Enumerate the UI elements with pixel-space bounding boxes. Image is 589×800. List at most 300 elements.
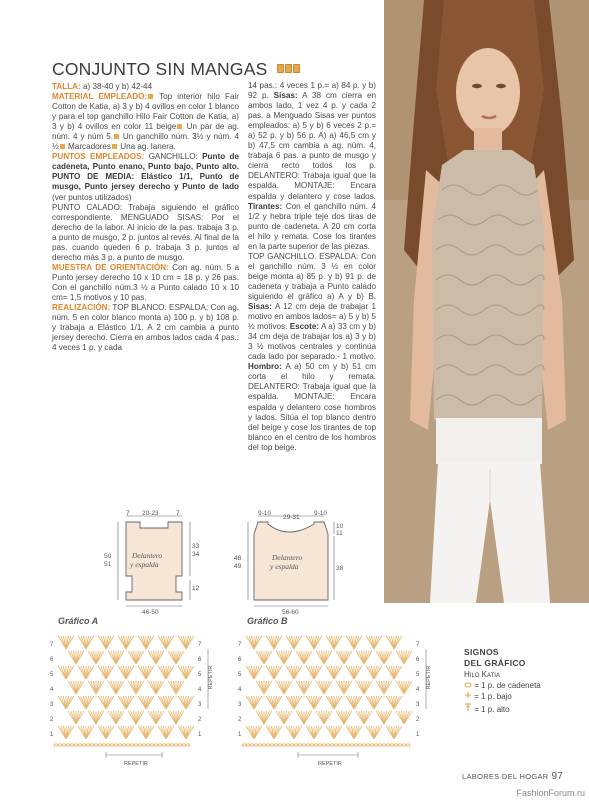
- fan-stitch-mark: [118, 666, 134, 679]
- chain-stitch-mark: [258, 744, 261, 746]
- fan-stitch-mark: [168, 681, 184, 694]
- schema-2-drawing: [228, 508, 388, 620]
- escote-label: Escote:: [287, 322, 320, 332]
- chain-stitch-mark: [270, 744, 273, 746]
- chain-stitch-mark: [158, 744, 161, 746]
- col2-part-3: Con el ganchillo núm. 4 1/2 y hebra triple teje dos tiras de punto de cadeneta. A 20 cm corta el hilo y remata. Cose los tirantes en la parte superior de las piezas.: [248, 201, 376, 251]
- fan-stitch-mark: [296, 711, 312, 724]
- fan-stitch-mark: [128, 681, 144, 694]
- fan-stitch-mark: [286, 726, 302, 739]
- talla-paragraph: [52, 82, 239, 92]
- fan-stitch-mark: [128, 711, 144, 724]
- bullet-icon: [60, 144, 65, 149]
- fan-stitch-mark: [88, 711, 104, 724]
- row-number-label: 6: [198, 657, 202, 663]
- row-number-label: 1: [198, 732, 202, 738]
- schema-1-left-2: 51: [104, 561, 112, 568]
- fan-stitch-mark: [386, 696, 402, 709]
- chain-stitch-mark: [330, 744, 333, 746]
- fan-stitch-mark: [286, 666, 302, 679]
- muestra-text: Con ag. núm. 5 a Punto jersey derecho 10 x 10 cm = 18 p. y 26 pas. Con el ganchillo núm.3 ½ a Punto calado 10 x 10 cm= 1,5 motivos y 10 pas.: [52, 262, 239, 302]
- col2-text-2: [248, 252, 376, 453]
- fan-stitch-mark: [336, 651, 352, 664]
- chain-stitch-mark: [386, 744, 389, 746]
- chain-stitch-mark: [54, 744, 57, 746]
- chain-stitch-mark: [114, 744, 117, 746]
- chain-stitch-mark: [246, 744, 249, 746]
- chain-stitch-mark: [398, 744, 401, 746]
- schema-2-right-1: 10: [336, 523, 344, 530]
- chain-stitch-mark: [110, 744, 113, 746]
- chain-stitch-mark: [406, 744, 409, 746]
- hombro-label: Hombro:: [248, 362, 282, 372]
- schema-1-top-mid: 20-23: [142, 510, 159, 517]
- schema-1-right-2: 34: [192, 551, 200, 558]
- fan-stitch-mark: [346, 636, 362, 649]
- bullet-icon: [112, 144, 117, 149]
- row-number-label: 5: [416, 672, 420, 678]
- legend-title-2: DEL GRÁFICO: [464, 658, 526, 668]
- fan-stitch-mark: [178, 666, 194, 679]
- row-number-label: 6: [50, 657, 54, 663]
- row-number-label: 7: [50, 642, 54, 648]
- fan-stitch-mark: [256, 651, 272, 664]
- fan-stitch-mark: [266, 696, 282, 709]
- chain-stitch-mark: [402, 744, 405, 746]
- chain-stitch-mark: [306, 744, 309, 746]
- chain-stitch-mark: [290, 744, 293, 746]
- fan-stitch-mark: [88, 681, 104, 694]
- chain-stitch-mark: [78, 744, 81, 746]
- material-text-3: Un ganchillo núm. 3½ y núm. 4 ½: [52, 132, 239, 152]
- chain-stitch-mark: [382, 744, 385, 746]
- fan-stitch-mark: [178, 696, 194, 709]
- row-number-label: 1: [50, 732, 54, 738]
- row-number-label: 3: [416, 702, 420, 708]
- legend-yarn: Hilo Katia: [464, 670, 500, 679]
- fan-stitch-mark: [276, 711, 292, 724]
- repeat-horizontal-label: REPETIR: [318, 761, 342, 767]
- col2-part-1: 14 pas.: 4 veces 1 p.= a) 84 p. y b) 92 p.: [248, 81, 376, 101]
- material-heading: MATERIAL EMPLEADO:: [52, 92, 148, 102]
- chain-stitch-mark: [74, 744, 77, 746]
- row-number-label: 4: [416, 687, 420, 693]
- chain-stitch-mark: [354, 744, 357, 746]
- schema-1-label-2: y espalda: [130, 560, 159, 569]
- fan-stitch-mark: [356, 711, 372, 724]
- fan-stitch-mark: [306, 636, 322, 649]
- muestra-heading: MUESTRA DE ORIENTACIÓN:: [52, 262, 169, 272]
- chain-stitch-mark: [314, 744, 317, 746]
- fan-stitch-mark: [296, 681, 312, 694]
- row-number-label: 5: [50, 672, 54, 678]
- repeat-vertical-label: REPETIR: [208, 665, 214, 690]
- row-number-label: 5: [198, 672, 202, 678]
- fan-stitch-mark: [276, 681, 292, 694]
- fan-stitch-mark: [68, 651, 84, 664]
- fan-stitch-mark: [296, 651, 312, 664]
- model-illustration: [384, 0, 589, 603]
- fan-stitch-mark: [138, 666, 154, 679]
- chain-stitch-mark: [106, 744, 109, 746]
- title-text: CONJUNTO SIN MANGAS: [52, 59, 268, 79]
- chain-stitch-mark: [318, 744, 321, 746]
- sisas-label-2: Sisas:: [248, 302, 272, 312]
- fan-stitch-mark: [68, 711, 84, 724]
- fan-stitch-mark: [78, 696, 94, 709]
- legend-title-1: SIGNOS: [464, 647, 499, 657]
- fan-stitch-mark: [316, 681, 332, 694]
- fan-stitch-mark: [158, 666, 174, 679]
- fan-stitch-mark: [356, 681, 372, 694]
- legend-item-label: = 1 p. alto: [474, 705, 510, 714]
- fan-stitch-mark: [108, 681, 124, 694]
- realizacion-text: TOP BLANCO. ESPALDA: Con ag. núm. 5 en color blanco monta a) 100 p. y b) 108 p. y trabaja a Elástico 1/1. A 2 cm cambia a punto jersey derecho. Cierra en ambos lados cada 4 pas.: 4 veces 1 p. y cada: [52, 303, 239, 353]
- puntos-bold: Punto de cadeneta, Punto enano, Punto bajo, Punto alto. PUNTO DE MEDIA: Elástico 1/1, Punto de musgo, Punto jersey derecho y Punto de lado: [52, 152, 239, 192]
- realizacion-paragraph: [52, 303, 239, 353]
- fan-stitch-mark: [128, 651, 144, 664]
- graph-a-title: Gráfico A: [58, 616, 99, 626]
- watermark: FashionForum.ru: [516, 788, 585, 798]
- magazine-name: LABORES DEL HOGAR: [462, 772, 549, 781]
- chain-stitch-mark: [286, 744, 289, 746]
- fan-stitch-mark: [276, 651, 292, 664]
- puntos-heading: PUNTOS EMPLEADOS:: [52, 152, 145, 162]
- fan-stitch-mark: [148, 651, 164, 664]
- fan-stitch-mark: [366, 726, 382, 739]
- chain-stitch-mark: [150, 744, 153, 746]
- schema-1-top-right: 7: [176, 510, 180, 517]
- chain-stitch-mark: [342, 744, 345, 746]
- col2-part-5: A 12 cm deja de trabajar 1 motivo en ambos lados= a) 5 y b) 5 ½ motivos.: [248, 302, 376, 332]
- chain-stitch-mark: [370, 744, 373, 746]
- calado-paragraph: PUNTO CALADO: Trabaja siguiendo el gráfico correspondiente. MENGUADO SISAS: Por el derecho de la labor. Al inicio de la pas. trabaja 3 p. a punto de musgo, 2 p. juntos al revés. Al final de la pas. cuando queden 6 p. trabaja 3 p. juntos al derecho más 3 p. a punto de musgo.: [52, 202, 239, 262]
- fan-stitch-mark: [336, 711, 352, 724]
- fan-stitch-mark: [246, 696, 262, 709]
- schema-2-right-bottom: 38: [336, 565, 344, 572]
- graph-b-title: Gráfico B: [247, 616, 288, 626]
- chart-legend: [464, 647, 541, 715]
- row-number-label: 7: [238, 642, 242, 648]
- chain-stitch-mark: [302, 744, 305, 746]
- chain-stitch-mark: [122, 744, 125, 746]
- chain-stitch-mark: [142, 744, 145, 746]
- chain-stitch-mark: [298, 744, 301, 746]
- schema-1-right-1: 33: [192, 543, 200, 550]
- chain-stitch-mark: [98, 744, 101, 746]
- chain-stitch-mark: [138, 744, 141, 746]
- text-column-1: [52, 82, 239, 353]
- fan-stitch-mark: [118, 696, 134, 709]
- fan-stitch-mark: [346, 726, 362, 739]
- graph-b: [238, 628, 438, 768]
- page-footer: [462, 771, 563, 782]
- material-paragraph: [52, 92, 239, 152]
- schema-1-drawing: [48, 508, 208, 620]
- row-number-label: 7: [198, 642, 202, 648]
- fan-stitch-mark: [366, 696, 382, 709]
- fan-stitch-mark: [286, 696, 302, 709]
- chain-stitch-mark: [274, 744, 277, 746]
- row-number-label: 2: [416, 717, 420, 723]
- col2-part-2: A 38 cm cierra en ambos lado, 1 vez 4 p. y cada 2 pas. a Menguado Sisas ver puntos empleados: a) 5 y b) 6 veces 2 p.= a) 52 p. y b) 56 p. A) a) 46,5 cm y b) 47,5 cm cambia a ag. núm. 4, trabaja 6 pas. a punto de musgo y cierra recto todos los p. DELANTERO: Trabaja igual que la espalda. MONTAJE: Encara espalda y delantero y cose lados.: [248, 91, 377, 201]
- material-text-5: Una ag. lanera.: [117, 142, 176, 152]
- fan-stitch-mark: [246, 726, 262, 739]
- chain-stitch-mark: [126, 744, 129, 746]
- fan-stitch-mark: [118, 726, 134, 739]
- fan-stitch-mark: [346, 696, 362, 709]
- chain-stitch-mark: [62, 744, 65, 746]
- col2-part-7: A a) 50 cm y b) 51 cm corta el hilo y remata. DELANTERO: Trabaja igual que la espalda. MONTAJE: Encara espalda y delantero cose hombros y lados. Sitúa el top blanco dentro del beige y cose los tirantes de top blanco en el centro de los hombros del top beige.: [248, 362, 376, 452]
- fan-stitch-mark: [326, 636, 342, 649]
- schema-1-bottom: 46-50: [142, 609, 159, 616]
- fan-stitch-mark: [326, 726, 342, 739]
- fan-stitch-mark: [118, 636, 134, 649]
- material-text-4: Marcadores: [65, 142, 111, 152]
- chain-stitch-mark: [394, 744, 397, 746]
- chain-stitch-mark: [266, 744, 269, 746]
- fan-stitch-mark: [256, 711, 272, 724]
- repeat-vertical-label: REPETIR: [426, 665, 432, 690]
- chain-stitch-mark: [358, 744, 361, 746]
- chain-stitch-mark: [310, 744, 313, 746]
- fan-stitch-mark: [58, 696, 74, 709]
- chain-stitch-mark: [254, 744, 257, 746]
- row-number-label: 4: [198, 687, 202, 693]
- chain-stitch-mark: [86, 744, 89, 746]
- row-number-label: 6: [416, 657, 420, 663]
- fan-stitch-mark: [266, 636, 282, 649]
- bullet-icon: [177, 124, 182, 129]
- schema-delantero-espalda-1: [48, 508, 208, 625]
- row-number-label: 1: [238, 732, 242, 738]
- chain-stitch-mark: [250, 744, 253, 746]
- chain-stitch-mark: [58, 744, 61, 746]
- chain-stitch-mark: [154, 744, 157, 746]
- material-text-2: Un par de ag. núm. 4 y núm 5.: [52, 122, 239, 142]
- double-crochet-icon: [464, 702, 472, 712]
- fan-stitch-mark: [306, 726, 322, 739]
- legend-item-label: = 1 p. de cadeneta: [474, 681, 541, 690]
- chain-stitch-mark: [102, 744, 105, 746]
- schema-delantero-espalda-2: [228, 508, 388, 625]
- fan-stitch-mark: [366, 636, 382, 649]
- realizacion-heading: REALIZACIÓN:: [52, 303, 111, 313]
- tirantes-label: Tirantes:: [248, 201, 283, 211]
- chain-stitch-mark: [362, 744, 365, 746]
- row-number-label: 5: [238, 672, 242, 678]
- page-title: [52, 57, 301, 80]
- fan-stitch-mark: [168, 651, 184, 664]
- model-photo: [384, 0, 589, 603]
- puntos-paragraph: [52, 152, 239, 202]
- chain-stitch-mark: [366, 744, 369, 746]
- schema-2-label-2: y espalda: [270, 562, 299, 571]
- fan-stitch-mark: [346, 666, 362, 679]
- fan-stitch-mark: [58, 636, 74, 649]
- legend-item-alto: [464, 702, 541, 715]
- fan-stitch-mark: [178, 726, 194, 739]
- puntos-text: GANCHILLO:: [144, 152, 198, 162]
- schema-2-top-left: 9-10: [258, 510, 272, 517]
- difficulty-icon: [277, 57, 301, 78]
- bullet-icon: [148, 94, 153, 99]
- fan-stitch-mark: [306, 696, 322, 709]
- fan-stitch-mark: [58, 726, 74, 739]
- row-number-label: 3: [50, 702, 54, 708]
- schema-1-right-bottom: 12: [192, 585, 200, 592]
- row-number-label: 3: [198, 702, 202, 708]
- fan-stitch-mark: [168, 711, 184, 724]
- schema-1-left-1: 50: [104, 553, 112, 560]
- fan-stitch-mark: [158, 636, 174, 649]
- col2-part-6: A a) 33 cm y b) 34 cm deja de trabajar los a) 3 y b) 3 ½ motivos centrales y continúa cada lado por separado.- 1 motivo.: [248, 322, 376, 362]
- graph-a: [50, 628, 220, 768]
- fan-stitch-mark: [316, 711, 332, 724]
- fan-stitch-mark: [246, 666, 262, 679]
- fan-stitch-mark: [178, 636, 194, 649]
- fan-stitch-mark: [356, 651, 372, 664]
- legend-item-bajo: [464, 691, 541, 702]
- chain-stitch-mark: [118, 744, 121, 746]
- fan-stitch-mark: [256, 681, 272, 694]
- chain-stitch-icon: [464, 682, 472, 688]
- schema-1-top: 7: [126, 510, 130, 517]
- row-number-label: 2: [50, 717, 54, 723]
- fan-stitch-mark: [108, 651, 124, 664]
- fan-stitch-mark: [78, 636, 94, 649]
- fan-stitch-mark: [396, 681, 412, 694]
- chain-stitch-mark: [166, 744, 169, 746]
- fan-stitch-mark: [138, 726, 154, 739]
- fan-stitch-mark: [376, 651, 392, 664]
- fan-stitch-mark: [138, 636, 154, 649]
- fan-stitch-mark: [158, 696, 174, 709]
- fan-stitch-mark: [98, 636, 114, 649]
- fan-stitch-mark: [108, 711, 124, 724]
- chain-stitch-mark: [294, 744, 297, 746]
- chain-stitch-mark: [134, 744, 137, 746]
- repeat-horizontal-label: REPETIR: [124, 761, 148, 767]
- page-number: 97: [551, 771, 564, 782]
- bullet-icon: [114, 134, 119, 139]
- fan-stitch-mark: [266, 726, 282, 739]
- chain-stitch-mark: [182, 744, 185, 746]
- chain-stitch-mark: [90, 744, 93, 746]
- fan-stitch-mark: [148, 681, 164, 694]
- fan-stitch-mark: [336, 681, 352, 694]
- fan-stitch-mark: [98, 696, 114, 709]
- fan-stitch-mark: [88, 651, 104, 664]
- row-number-label: 1: [416, 732, 420, 738]
- chain-stitch-mark: [390, 744, 393, 746]
- chain-stitch-mark: [378, 744, 381, 746]
- col2-text: [248, 81, 376, 252]
- muestra-paragraph: [52, 263, 239, 303]
- chain-stitch-mark: [174, 744, 177, 746]
- schema-2-left-1: 48: [234, 555, 242, 562]
- schema-1-label: Delantero: [132, 551, 163, 560]
- row-number-label: 2: [198, 717, 202, 723]
- sisas-label: Sisas:: [268, 91, 298, 101]
- col2-part-4: TOP GANCHILLO. ESPALDA: Con el ganchillo núm. 3 ½ en color beige monta a) 85 p. y b) 91 p. de cadeneta y trabaja a Punto calado siguiendo el gráfico a) A y b) B.: [248, 251, 376, 301]
- chain-stitch-mark: [70, 744, 73, 746]
- fan-stitch-mark: [316, 651, 332, 664]
- fan-stitch-mark: [98, 666, 114, 679]
- chain-stitch-mark: [170, 744, 173, 746]
- talla-heading: TALLA:: [52, 82, 81, 91]
- fan-stitch-mark: [326, 666, 342, 679]
- chain-stitch-mark: [66, 744, 69, 746]
- single-crochet-icon: [464, 691, 472, 699]
- chain-stitch-mark: [346, 744, 349, 746]
- fan-stitch-mark: [78, 666, 94, 679]
- fan-stitch-mark: [366, 666, 382, 679]
- schema-2-top-mid: 29-31: [283, 514, 300, 521]
- chain-stitch-mark: [130, 744, 133, 746]
- chain-stitch-mark: [278, 744, 281, 746]
- chain-stitch-mark: [334, 744, 337, 746]
- row-number-label: 4: [238, 687, 242, 693]
- chain-stitch-mark: [282, 744, 285, 746]
- schema-2-bottom: 56-60: [282, 609, 299, 616]
- fan-stitch-mark: [376, 681, 392, 694]
- material-text: Top interior hilo Fair Cotton de Katia, a) 3 y b) 4 ovillos en color 1 blanco y para el top ganchillo Hilo Fair Cotton de Katia, a) 3 y b) 4 ovillos en color 11 beige: [52, 92, 239, 132]
- schema-2-left-2: 49: [234, 563, 242, 570]
- fan-stitch-mark: [396, 651, 412, 664]
- fan-stitch-mark: [396, 711, 412, 724]
- fan-stitch-mark: [386, 666, 402, 679]
- chain-stitch-mark: [178, 744, 181, 746]
- chain-stitch-mark: [242, 744, 245, 746]
- fan-stitch-mark: [246, 636, 262, 649]
- chain-stitch-mark: [82, 744, 85, 746]
- fan-stitch-mark: [68, 681, 84, 694]
- fan-stitch-mark: [376, 711, 392, 724]
- fan-stitch-mark: [158, 726, 174, 739]
- chain-stitch-mark: [374, 744, 377, 746]
- schema-2-label: Delantero: [272, 553, 303, 562]
- row-number-label: 6: [238, 657, 242, 663]
- fan-stitch-mark: [306, 666, 322, 679]
- schema-2-top-right: 9-10: [314, 510, 328, 517]
- chain-stitch-mark: [338, 744, 341, 746]
- fan-stitch-mark: [98, 726, 114, 739]
- chain-stitch-mark: [326, 744, 329, 746]
- chain-stitch-mark: [262, 744, 265, 746]
- fan-stitch-mark: [386, 726, 402, 739]
- fan-stitch-mark: [138, 696, 154, 709]
- row-number-label: 2: [238, 717, 242, 723]
- legend-item-cadeneta: [464, 680, 541, 691]
- legend-item-label: = 1 p. bajo: [474, 692, 512, 701]
- row-number-label: 4: [50, 687, 54, 693]
- chain-stitch-mark: [146, 744, 149, 746]
- puntos-note: (ver puntos utilizados): [52, 192, 132, 202]
- fan-stitch-mark: [148, 711, 164, 724]
- chain-stitch-mark: [322, 744, 325, 746]
- fan-stitch-mark: [286, 636, 302, 649]
- chain-stitch-mark: [186, 744, 189, 746]
- fan-stitch-mark: [58, 666, 74, 679]
- chain-stitch-mark: [94, 744, 97, 746]
- fan-stitch-mark: [326, 696, 342, 709]
- fan-stitch-mark: [266, 666, 282, 679]
- chain-stitch-mark: [350, 744, 353, 746]
- talla-text: a) 38-40 y b) 42-44: [80, 82, 153, 91]
- text-column-2: [248, 81, 376, 453]
- fan-stitch-mark: [78, 726, 94, 739]
